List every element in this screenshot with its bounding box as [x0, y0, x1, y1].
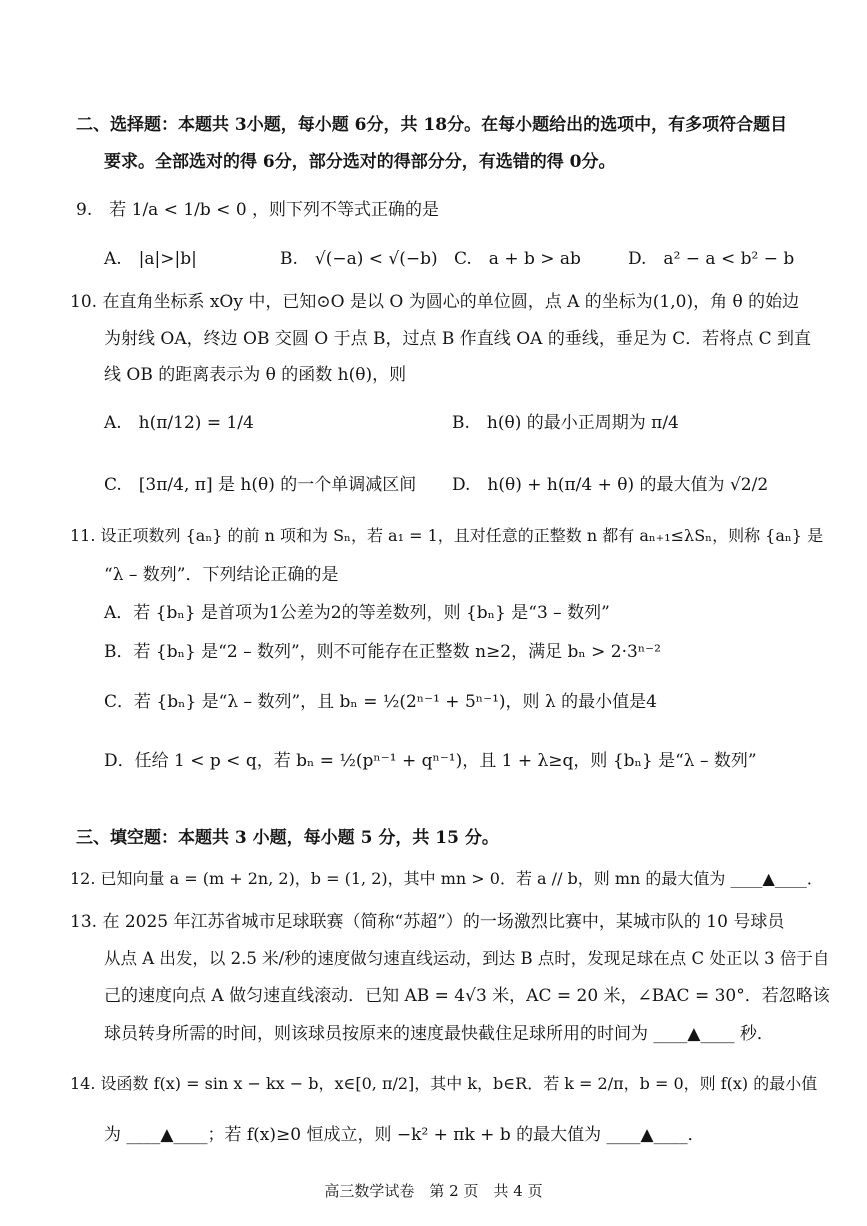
q11-line1: 11. 设正项数列 {aₙ} 的前 n 项和为 Sₙ，若 a₁ = 1，且对任意的正整数 n 都有 aₙ₊₁≤λSₙ，则称 {aₙ} 是 [70, 526, 824, 545]
q14-line2: 为 ____▲____；若 f(x)≥0 恒成立，则 −k² + πk + b 的最大值为 ____▲____． [104, 1125, 705, 1145]
q9-option-a: A. |a|>|b| [104, 249, 197, 269]
q9-option-d: D. a² − a < b² − b [628, 249, 795, 269]
q13-line4: 球员转身所需的时间，则该球员按原来的速度最快截住足球所用的时间为 ____▲____ 秒． [104, 1024, 774, 1044]
q12-line1: 12. 已知向量 a = (m + 2n, 2)，b = (1, 2)，其中 mn > 0．若 a // b，则 mn 的最大值为 ____▲____． [70, 869, 823, 888]
q13-line1: 13. 在 2025 年江苏省城市足球联赛（简称“苏超”）的一场激烈比赛中，某城市队的 10 号球员 [70, 912, 785, 932]
q11-option-a: A．若 {bₙ} 是首项为1公差为2的等差数列，则 {bₙ} 是“3 – 数列” [104, 603, 610, 623]
q10-option-c: C. [3π/4, π] 是 h(θ) 的一个单调减区间 [104, 475, 417, 495]
q13-line3: 己的速度向点 A 做匀速直线滚动．已知 AB = 4√3 米，AC = 20 米，∠BAC = 30°．若忽略该 [104, 986, 830, 1006]
q10-option-a: A. h(π/12) = 1/4 [104, 413, 254, 433]
q11-option-b: B．若 {bₙ} 是“2 – 数列”，则不可能存在正整数 n≥2，满足 bₙ > 2·3ⁿ⁻² [104, 642, 661, 662]
section2-header-line1: 二、选择题：本题共 3小题，每小题 6分，共 18分。在每小题给出的选项中，有多项符合题目 [76, 115, 788, 135]
q11-option-c: C．若 {bₙ} 是“λ – 数列”，且 bₙ = ½(2ⁿ⁻¹ + 5ⁿ⁻¹)，则 λ 的最小值是4 [104, 692, 657, 712]
q9-option-c: C. a + b > ab [454, 249, 581, 269]
q10-option-b: B. h(θ) 的最小正周期为 π/4 [452, 413, 679, 433]
q10-line3: 线 OB 的距离表示为 θ 的函数 h(θ)，则 [104, 365, 407, 385]
section2-header-line2: 要求。全部选对的得 6分，部分选对的得部分分，有选错的得 0分。 [104, 152, 616, 172]
section3-header: 三、填空题：本题共 3 小题，每小题 5 分，共 15 分。 [76, 828, 499, 848]
q9-stem: 9. 若 1/a < 1/b < 0 ，则下列不等式正确的是 [76, 200, 440, 220]
q13-line2: 从点 A 出发，以 2.5 米/秒的速度做匀速直线运动，到达 B 点时，发现足球在点 C 处正以 3 倍于自 [104, 949, 830, 968]
page-footer: 高三数学试卷 第 2 页 共 4 页 [324, 1182, 543, 1200]
q14-line1: 14. 设函数 f(x) = sin x − kx − b，x∈[0, π/2]，其中 k，b∈R．若 k = 2/π，b = 0，则 f(x) 的最小值 [70, 1074, 818, 1093]
q11-option-d: D．任给 1 < p < q，若 bₙ = ½(pⁿ⁻¹ + qⁿ⁻¹)，且 1 + λ≥q，则 {bₙ} 是“λ – 数列” [104, 751, 757, 771]
q10-line1: 10. 在直角坐标系 xOy 中，已知⊙O 是以 O 为圆心的单位圆，点 A 的坐标为(1,0)，角 θ 的始边 [70, 292, 800, 312]
q10-option-d: D. h(θ) + h(π/4 + θ) 的最大值为 √2/2 [452, 475, 769, 495]
q11-line2: “λ – 数列”．下列结论正确的是 [104, 565, 339, 585]
q10-line2: 为射线 OA，终边 OB 交圆 O 于点 B，过点 B 作直线 OA 的垂线，垂足为 C．若将点 C 到直 [104, 329, 812, 349]
q9-option-b: B. √(−a) < √(−b) [280, 249, 438, 269]
